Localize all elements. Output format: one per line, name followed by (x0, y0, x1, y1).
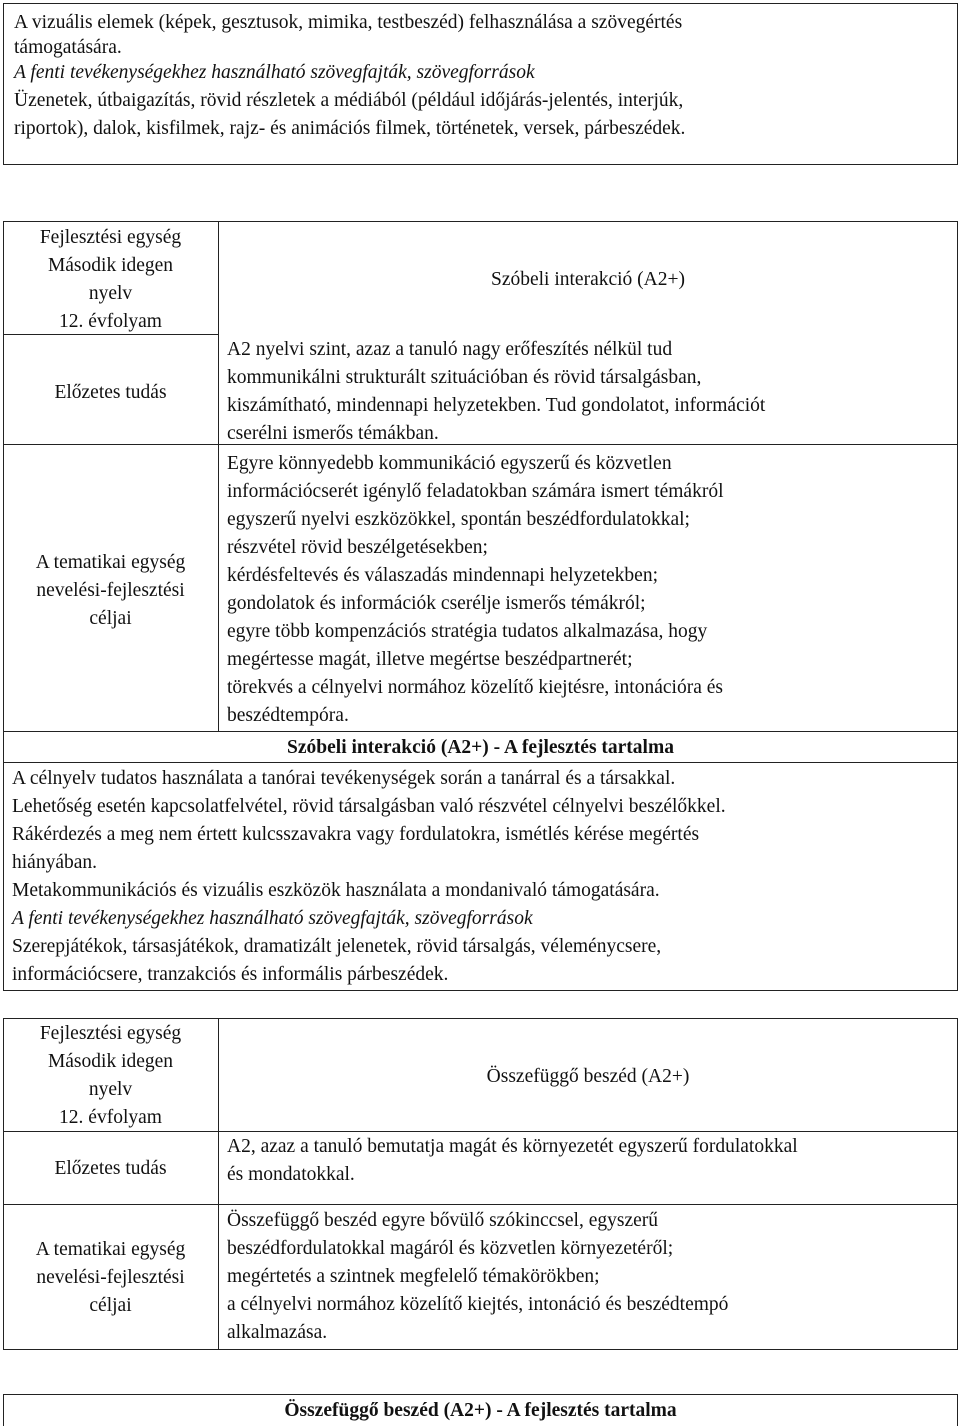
prior-label: Előzetes tudás (54, 1158, 167, 1179)
goals-line: törekvés a célnyelvi normához közelítő kiejtésre, intonációra és (227, 677, 723, 698)
goals-line: a célnyelvi normához közelítő kiejtés, intonáció és beszédtempó (227, 1294, 729, 1315)
prior-label: Előzetes tudás (54, 382, 167, 403)
table-2-header-cell (3, 1020, 218, 1132)
prior-text (227, 1133, 952, 1189)
table-1-divider (218, 221, 219, 731)
content-line: A célnyelv tudatos használata a tanórai tevékenységek során a tanárral és a társakkal. (12, 768, 676, 789)
goals-line: megértetés a szintnek megfelelő témakörökben; (227, 1266, 600, 1287)
goals-line: egyszerű nyelvi eszközökkel, spontán beszédfordulatokkal; (227, 509, 690, 530)
prior-line: A2 nyelvi szint, azaz a tanuló nagy erőfeszítés nélkül tud (227, 339, 673, 360)
footer-box (3, 1394, 958, 1426)
goals-line: egyre több kompenzációs stratégia tudatos alkalmazása, hogy (227, 621, 708, 642)
goals-line: kérdésfeltevés és válaszadás mindennapi helyzetekben; (227, 565, 658, 586)
goals-line: megértesse magát, illetve megértse beszédpartnerét; (227, 649, 633, 670)
top-line-4: Üzenetek, útbaigazítás, rövid részletek a médiából (például időjárás-jelentés, interjúk, (14, 90, 684, 111)
goals-line: információcserét igénylő feladatokban számára ismert témákról (227, 481, 724, 502)
goals-label-line: céljai (89, 608, 132, 629)
subject-line-2: nyelv (88, 1079, 133, 1100)
unit-label: Fejlesztési egység (39, 227, 182, 248)
subject-line-1: Második idegen (47, 255, 174, 276)
goals-line: gondolatok és információk cserélje ismerős témákról; (227, 593, 646, 614)
goals-label-line: nevelési-fejlesztési (36, 1267, 185, 1288)
top-sources-heading: A fenti tevékenységekhez használható szövegfajták, szövegforrások (14, 62, 535, 83)
unit-title: Szóbeli interakció (A2+) (490, 269, 686, 290)
goals-text (227, 450, 952, 730)
goals-line: beszédfordulatokkal magáról és közvetlen környezetéről; (227, 1238, 674, 1259)
prior-text (227, 336, 952, 448)
content-line: Rákérdezés a meg nem értett kulcsszavakra vagy fordulatokra, ismétlés kérése megértés (12, 824, 700, 845)
goals-line: részvétel rövid beszélgetésekben; (227, 537, 488, 558)
prior-line: kommunikálni strukturált szituációban és rövid társalgásban, (227, 367, 702, 388)
goals-label-line: A tematikai egység (35, 1239, 186, 1260)
prior-line: és mondatokkal. (227, 1164, 355, 1185)
content-line: Metakommunikációs és vizuális eszközök használata a mondanivaló támogatására. (12, 880, 660, 901)
grade: 12. évfolyam (59, 1107, 162, 1128)
goals-label (3, 549, 218, 633)
goals-label-line: A tematikai egység (35, 552, 186, 573)
top-line-5: riportok), dalok, kisfilmek, rajz- és animációs filmek, történetek, versek, párbeszédek. (14, 118, 686, 139)
top-text-box (3, 3, 958, 165)
subject-line-1: Második idegen (47, 1051, 174, 1072)
prior-line: kiszámítható, mindennapi helyzetekben. Tud gondolatot, információt (227, 395, 766, 416)
goals-line: Egyre könnyedebb kommunikáció egyszerű és közvetlen (227, 453, 672, 474)
sources-line: információcsere, tranzakciós és informális párbeszédek. (12, 964, 449, 985)
goals-label (3, 1236, 218, 1320)
unit-title: Összefüggő beszéd (A2+) (486, 1066, 690, 1087)
goals-text (227, 1207, 952, 1347)
goals-label-line: nevelési-fejlesztési (36, 580, 185, 601)
prior-line: cserélni ismerős témákban. (227, 423, 439, 444)
top-line-1: A vizuális elemek (képek, gesztusok, mimika, testbeszéd) felhasználása a szövegértés (14, 12, 683, 33)
prior-line: A2, azaz a tanuló bemutatja magát és környezetét egyszerű fordulatokkal (227, 1136, 798, 1157)
goals-line: alkalmazása. (227, 1322, 328, 1343)
sources-heading: A fenti tevékenységekhez használható szövegfajták, szövegforrások (12, 908, 533, 929)
content-line: Lehetőség esetén kapcsolatfelvétel, rövid társalgásban való részvétel célnyelvi beszélőkkel. (12, 796, 726, 817)
content-title: Szóbeli interakció (A2+) - A fejlesztés tartalma (287, 737, 674, 758)
unit-label: Fejlesztési egység (39, 1023, 182, 1044)
content-line: hiányában. (12, 852, 98, 873)
top-line-2: támogatására. (14, 37, 122, 58)
table-1-header-cell (3, 224, 218, 336)
content-text (12, 765, 952, 989)
subject-line-2: nyelv (88, 283, 133, 304)
footer-title: Összefüggő beszéd (A2+) - A fejlesztés tartalma (284, 1400, 677, 1421)
goals-line: Összefüggő beszéd egyre bővülő szókinccsel, egyszerű (227, 1210, 659, 1231)
sources-line: Szerepjátékok, társasjátékok, dramatizált jelenetek, rövid társalgás, véleménycsere, (12, 936, 662, 957)
grade: 12. évfolyam (59, 311, 162, 332)
goals-label-line: céljai (89, 1295, 132, 1316)
goals-line: beszédtempóra. (227, 705, 349, 726)
